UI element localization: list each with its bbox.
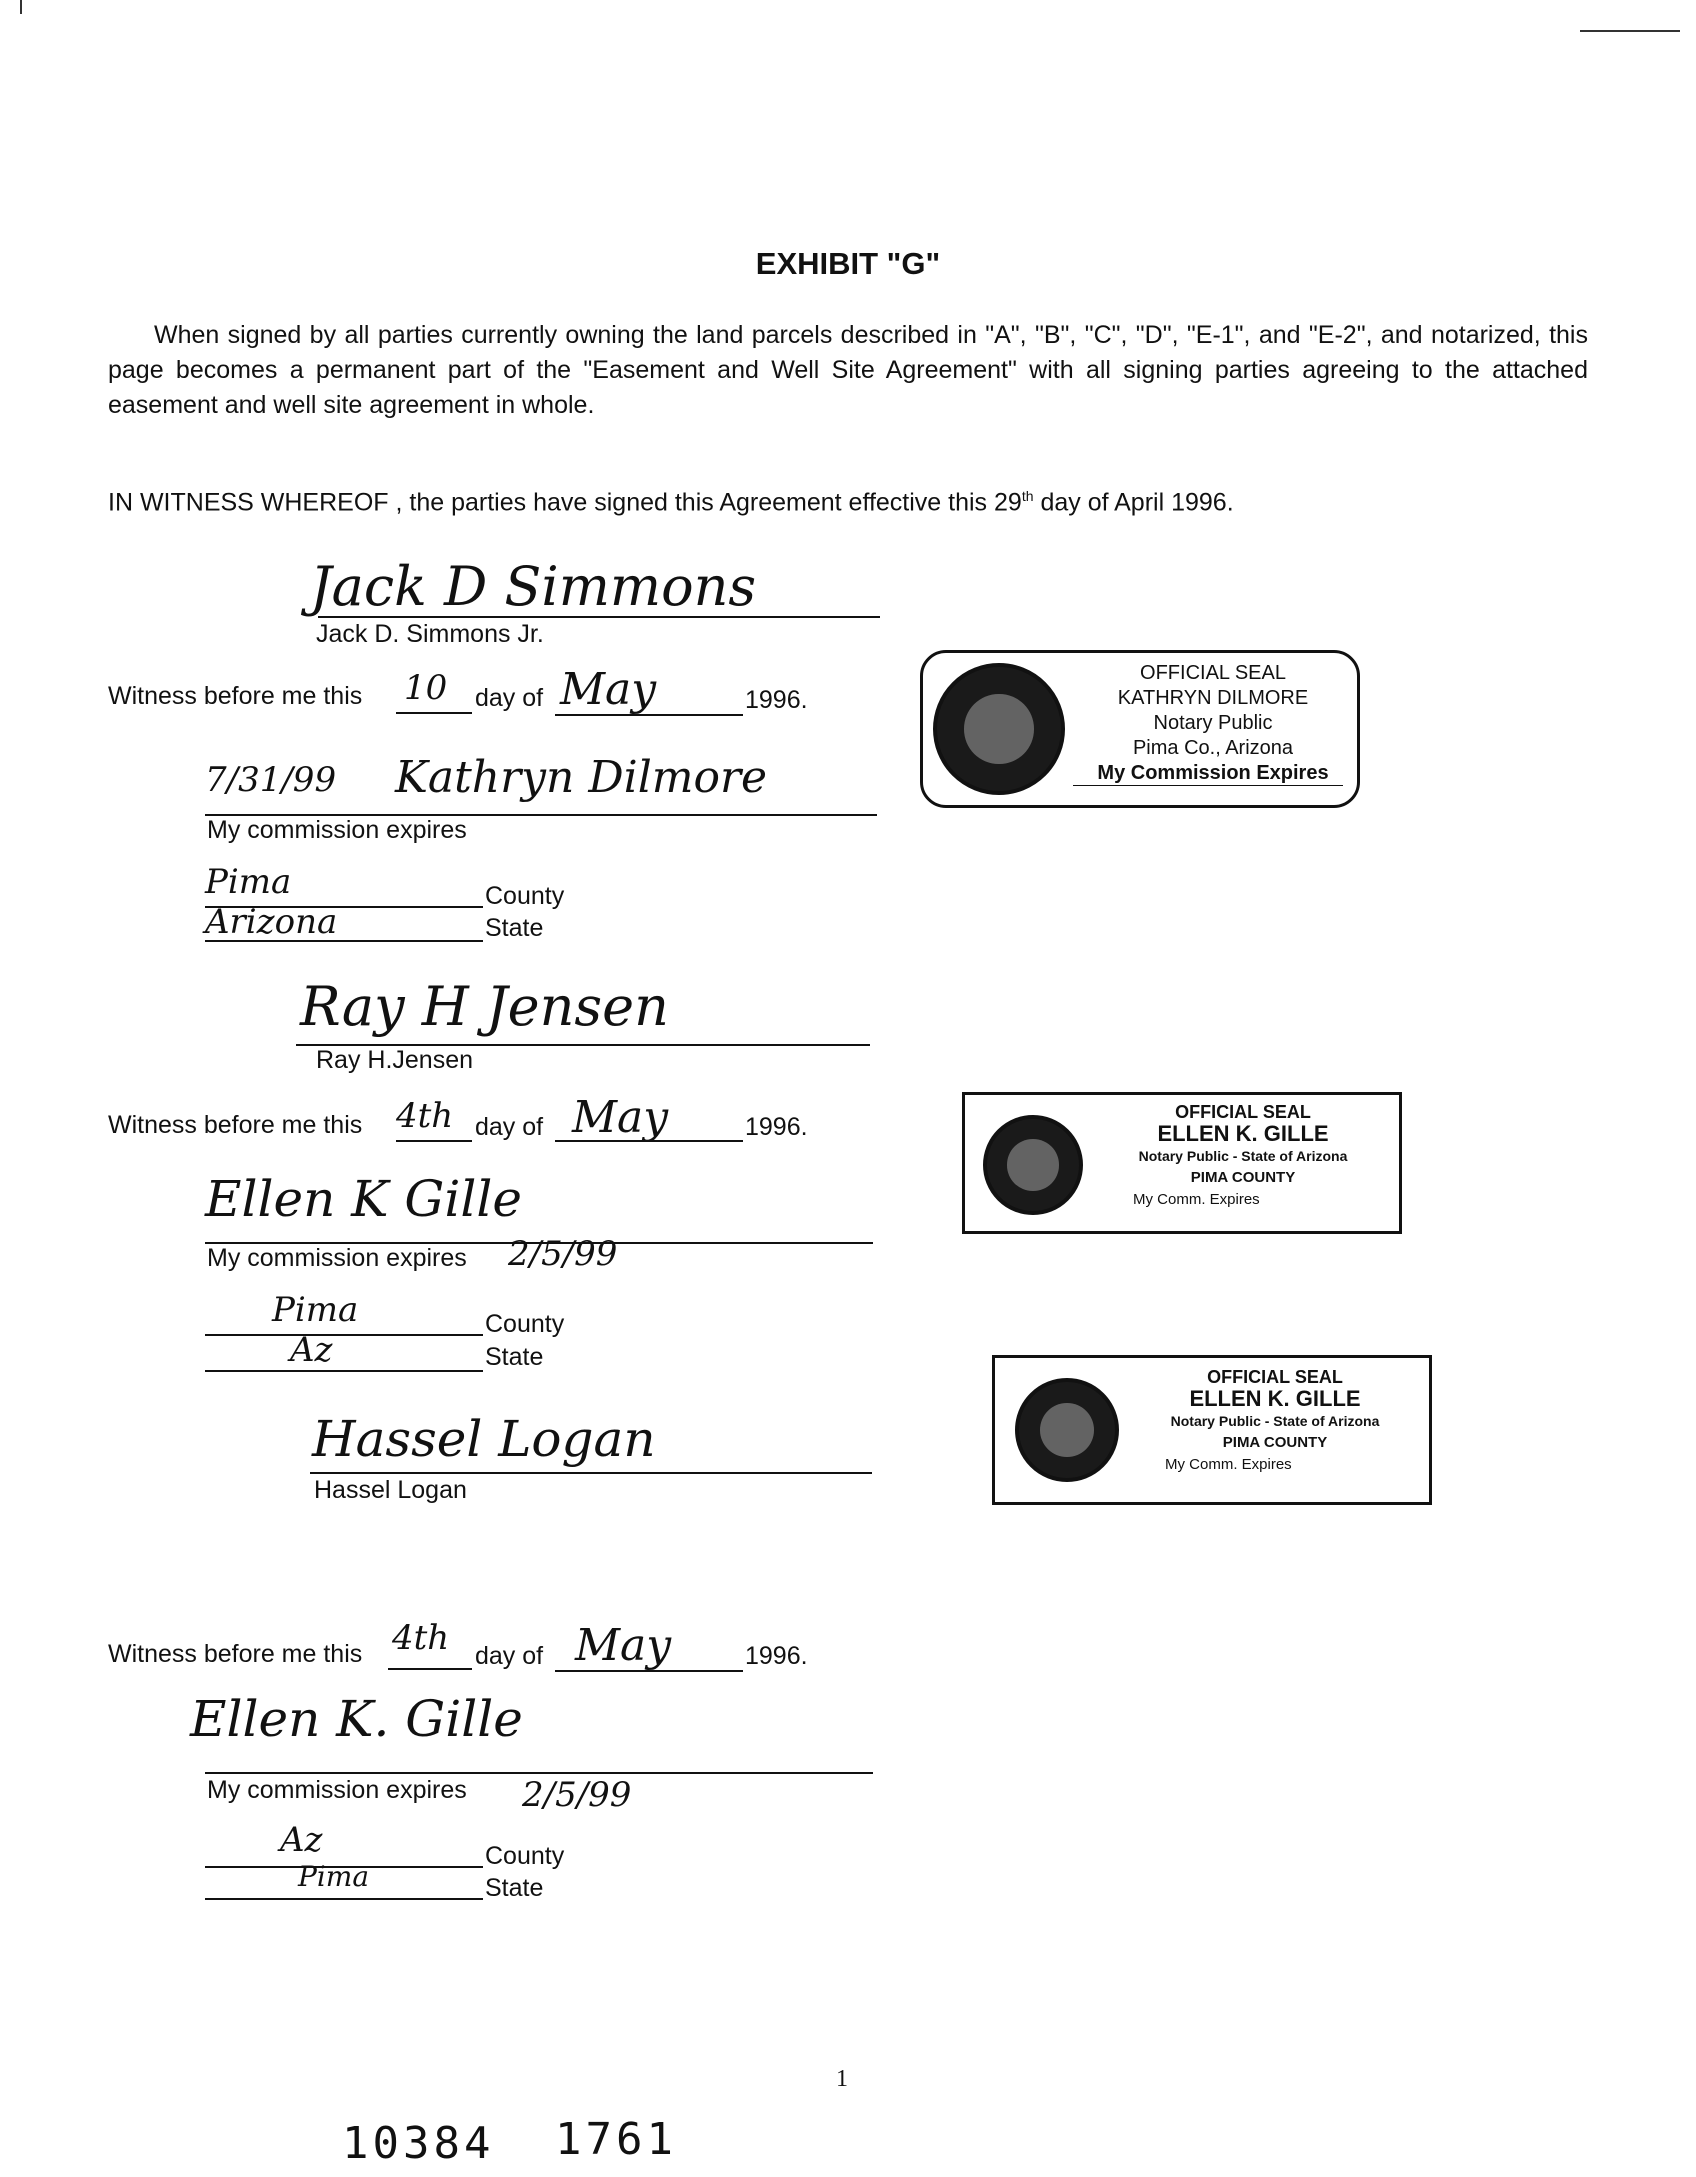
year-label-1: 1996.	[745, 686, 808, 714]
commission-label-1: My commission expires	[207, 816, 467, 844]
seal-line: OFFICIAL SEAL	[1140, 662, 1286, 684]
month-line-3	[555, 1670, 743, 1672]
day-line-1	[396, 712, 472, 714]
state-line-3	[205, 1898, 483, 1900]
signature-2: Ray H Jensen	[300, 975, 669, 1038]
signature-line-1	[318, 616, 880, 618]
seal-line: Notary Public - State of Arizona	[1138, 1148, 1348, 1164]
state-seal-emblem	[933, 663, 1065, 795]
witness-month-3: May	[575, 1620, 672, 1671]
witness-month-1: May	[560, 664, 657, 715]
page-number: 1	[836, 2066, 848, 2092]
witness-day-2: 4th	[396, 1096, 454, 1136]
notary-seal-1	[920, 650, 1360, 808]
commission-date-1: 7/31/99	[205, 760, 337, 800]
witness-prefix-label: Witness before me this	[108, 682, 363, 710]
seal-line: OFFICIAL SEAL	[1207, 1367, 1343, 1387]
commission-date-3: 2/5/99	[522, 1775, 632, 1815]
day-line-3	[388, 1668, 472, 1670]
recording-page-number: 1761	[555, 2114, 677, 2165]
seal-line: My Comm. Expires	[1165, 1456, 1292, 1473]
signature-1: Jack D Simmons	[310, 555, 757, 618]
scan-mark	[1580, 30, 1680, 32]
state-value-3: Pima	[298, 1860, 370, 1893]
signer-name-1: Jack D. Simmons Jr.	[316, 620, 544, 648]
witness-prefix-label: Witness before me this	[108, 1640, 363, 1668]
state-value-2: Az	[290, 1330, 333, 1370]
seal-2-text	[1093, 1101, 1393, 1211]
seal-1-text	[1073, 661, 1353, 786]
day-of-label-1: day of	[475, 684, 544, 712]
signature-3: Hassel Logan	[312, 1410, 656, 1468]
intro-paragraph: When signed by all parties currently owning the land parcels described in "A", "B", "C", "D", "E-1", and "E-2", and notarized, this page becomes a permanent part of the "Easement and Well Site Agreement" with all signing parties agreeing to the attached easement and well site agreement in whole.	[108, 321, 1588, 419]
county-value-1: Pima	[205, 862, 292, 902]
state-value-1: Arizona	[205, 902, 338, 942]
document-title: EXHIBIT "G"	[755, 246, 941, 281]
notary-seal-2	[962, 1092, 1402, 1234]
signer-name-2: Ray H.Jensen	[316, 1046, 474, 1074]
year-label-3: 1996.	[745, 1642, 808, 1670]
county-label-2: County	[485, 1310, 565, 1338]
scan-mark	[20, 0, 22, 14]
county-label-3: County	[485, 1842, 565, 1870]
witness-line-2	[108, 1111, 362, 1140]
recording-book-number: 10384	[342, 2118, 495, 2169]
seal-line: KATHRYN DILMORE	[1117, 687, 1309, 709]
signer-name-3: Hassel Logan	[314, 1476, 467, 1504]
month-line-2	[555, 1140, 743, 1142]
witness-line-1	[108, 682, 362, 711]
notary-line-3	[205, 1772, 873, 1774]
witness-month-2: May	[572, 1092, 669, 1143]
state-label-2: State	[485, 1343, 544, 1371]
day-line-2	[396, 1140, 472, 1142]
state-label-3: State	[485, 1874, 544, 1902]
notary-signature-3: Ellen K. Gille	[190, 1690, 523, 1748]
seal-line: OFFICIAL SEAL	[1175, 1102, 1311, 1122]
county-label-1: County	[485, 882, 565, 910]
state-line-1	[205, 940, 483, 942]
witness-day-1: 10	[404, 668, 448, 708]
seal-line: ELLEN K. GILLE	[1157, 1121, 1329, 1146]
commission-date-2: 2/5/99	[508, 1234, 618, 1274]
witness-clause-suffix: day of April 1996.	[1033, 488, 1234, 517]
seal-line: My Comm. Expires	[1133, 1191, 1260, 1208]
state-seal-emblem	[983, 1115, 1083, 1215]
notary-seal-3	[992, 1355, 1432, 1505]
seal-line: Notary Public - State of Arizona	[1170, 1413, 1380, 1429]
seal-line: Pima Co., Arizona	[1132, 737, 1294, 759]
state-label-1: State	[485, 914, 544, 942]
month-line-1	[555, 714, 743, 716]
seal-line: Notary Public	[1153, 712, 1273, 734]
year-label-2: 1996.	[745, 1113, 808, 1141]
witness-clause-sup: th	[1021, 488, 1034, 504]
seal-3-text	[1125, 1366, 1425, 1476]
county-value-2: Pima	[272, 1290, 359, 1330]
seal-1-expiry-line	[1073, 785, 1343, 786]
day-of-label-2: day of	[475, 1113, 544, 1141]
witness-day-3: 4th	[392, 1618, 450, 1658]
notary-signature-2: Ellen K Gille	[205, 1170, 522, 1228]
witness-line-3	[108, 1640, 362, 1669]
witness-clause-prefix: IN WITNESS WHEREOF , the parties have signed this Agreement effective this 29	[108, 488, 1022, 517]
witness-prefix-label: Witness before me this	[108, 1111, 363, 1139]
notary-signature-1: Kathryn Dilmore	[395, 752, 768, 803]
seal-line: PIMA COUNTY	[1222, 1434, 1328, 1451]
day-of-label-3: day of	[475, 1642, 544, 1670]
commission-label-2: My commission expires	[207, 1244, 467, 1272]
seal-line: My Commission Expires	[1097, 762, 1329, 784]
witness-clause	[108, 488, 1234, 517]
seal-line: ELLEN K. GILLE	[1189, 1386, 1361, 1411]
seal-line: PIMA COUNTY	[1190, 1169, 1296, 1186]
state-seal-emblem	[1015, 1378, 1119, 1482]
commission-label-3: My commission expires	[207, 1776, 467, 1804]
county-line-2	[205, 1334, 483, 1336]
signature-line-3	[310, 1472, 872, 1474]
county-value-3: Az	[280, 1820, 323, 1860]
state-line-2	[205, 1370, 483, 1372]
